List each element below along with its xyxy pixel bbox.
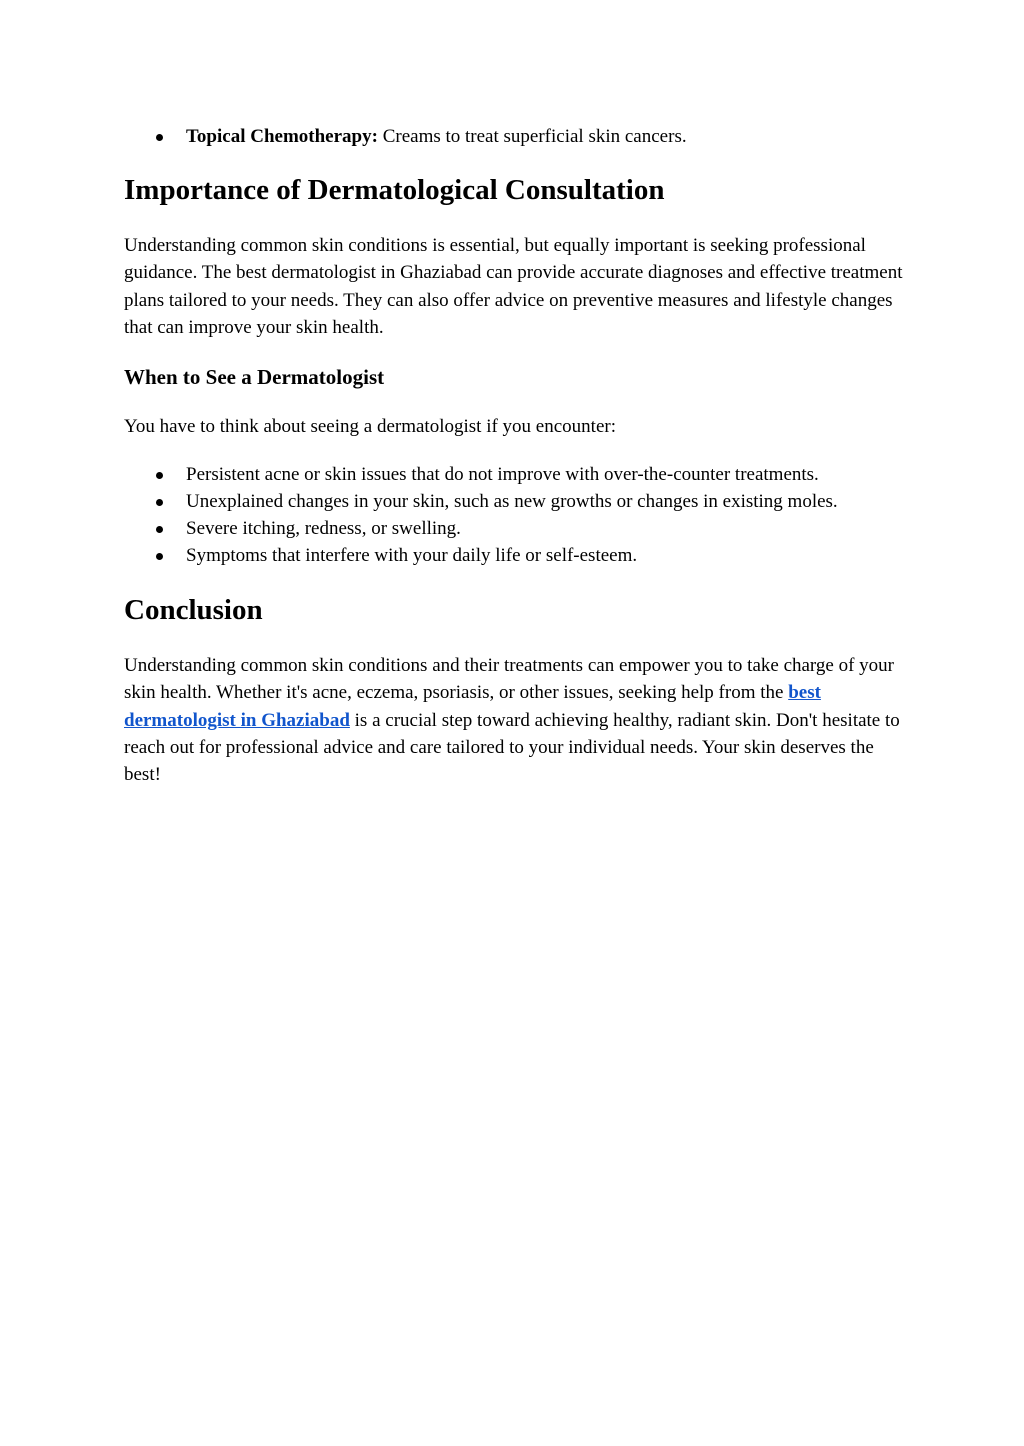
- list-item: [124, 488, 914, 515]
- list-item: [124, 542, 914, 569]
- list-item: [124, 461, 914, 488]
- section-heading-importance: Importance of Dermatological Consultation: [124, 174, 665, 206]
- list-item: [124, 515, 914, 542]
- bullet-icon: [156, 499, 163, 506]
- treatment-list: [124, 123, 914, 150]
- list-item-text: Persistent acne or skin issues that do not improve with over-the-counter treatments.: [186, 464, 819, 485]
- list-item-text: Severe itching, redness, or swelling.: [186, 518, 461, 539]
- bullet-icon: [156, 553, 163, 560]
- section-heading-when: When to See a Dermatologist: [124, 365, 385, 389]
- bullet-icon: [156, 472, 163, 479]
- symptoms-list: [124, 461, 914, 569]
- list-item: [124, 123, 914, 150]
- list-item-text: Creams to treat superficial skin cancers.: [377, 126, 687, 147]
- dermatologist-link[interactable]: best dermatologist in Ghaziabad: [124, 682, 821, 731]
- when-intro: You have to think about seeing a dermatologist if you encounter:: [124, 416, 616, 437]
- bullet-icon: [156, 526, 163, 533]
- conclusion-text-after-link: is a crucial step toward achieving healthy, radiant skin. Don't hesitate to reach out for professional advice and care tailored to your individual needs. Your skin deserves the best!: [124, 709, 900, 786]
- list-item-term: Topical Chemotherapy:: [186, 126, 378, 147]
- bullet-icon: [156, 134, 163, 141]
- conclusion-text-before-link: Understanding common skin conditions and their treatments can empower you to take charge of your skin health. Whether it's acne, eczema, psoriasis, or other issues, seeking help from the: [124, 655, 895, 704]
- list-item-text: Symptoms that interfere with your daily life or self-esteem.: [186, 545, 638, 566]
- section-heading-conclusion: Conclusion: [124, 594, 263, 626]
- importance-paragraph: Understanding common skin conditions is essential, but equally important is seeking professional guidance. The best dermatologist in Ghaziabad can provide accurate diagnoses and effective treatment plans tailored to your needs. They can also offer advice on preventive measures and lifestyle changes that can improve your skin health.: [124, 235, 903, 338]
- list-item-text: Unexplained changes in your skin, such as new growths or changes in existing moles.: [186, 491, 838, 512]
- conclusion-paragraph: [124, 652, 914, 788]
